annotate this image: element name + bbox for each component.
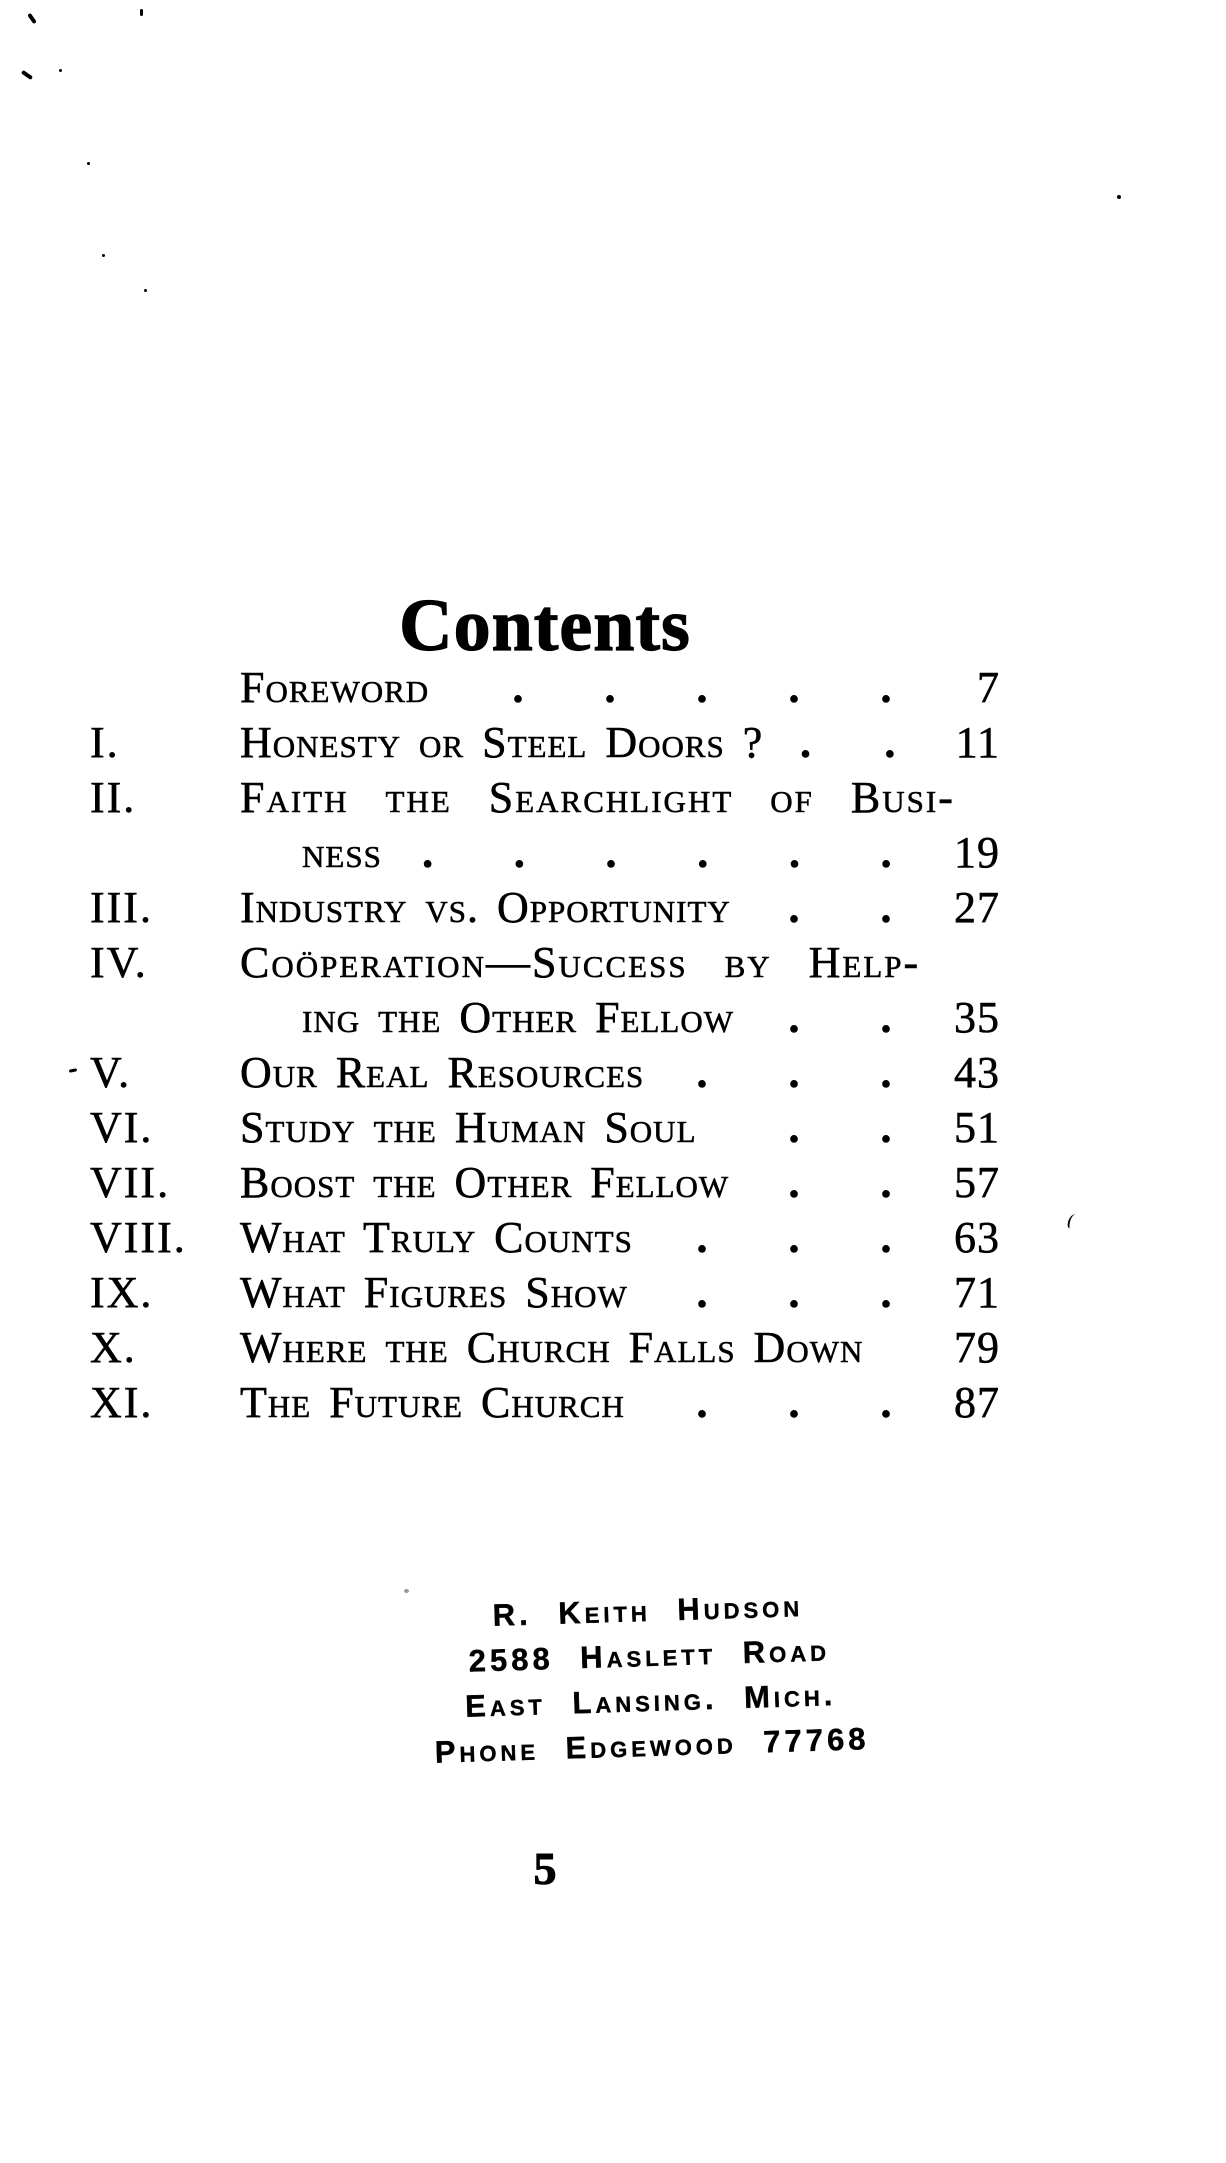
leader-dot: . [880, 828, 892, 877]
table-of-contents [90, 660, 1000, 1430]
scan-speck [69, 1068, 77, 1073]
entry-numeral: IV. [90, 938, 148, 987]
leader-dot: . [800, 718, 811, 767]
leader-dot: . [697, 828, 709, 877]
stamp-street-address: 2588 Haslett Road [468, 1632, 831, 1679]
leader-dot: . [788, 883, 800, 932]
entry-body [240, 935, 1000, 1045]
leader-dot: . [884, 718, 896, 767]
entry-numeral: VII. [90, 1158, 171, 1207]
entry-line [240, 990, 1000, 1045]
leader-dot: . [880, 1378, 892, 1427]
entry-title: Our Real Resources [240, 1048, 645, 1097]
entry-page-number: 19 [954, 828, 1000, 877]
entry-line [240, 1320, 1000, 1375]
entry-line [240, 715, 1000, 770]
leader-dots [633, 1210, 932, 1265]
scan-speck [102, 254, 105, 257]
leader-dot: . [880, 883, 892, 932]
toc-entry-6 [90, 1100, 1000, 1155]
entry-body [240, 770, 1000, 880]
toc-entry-4 [90, 935, 1000, 1045]
leader-dots [628, 1265, 932, 1320]
toc-entry-5 [90, 1045, 1000, 1100]
entry-title: Boost the Other Fellow [240, 1158, 730, 1207]
entry-title: The Future Church [240, 1378, 625, 1427]
entry-title-line2: ness [302, 828, 382, 877]
scan-speck [27, 13, 37, 24]
leader-dot: . [605, 828, 617, 877]
page-title: Contents [399, 584, 691, 667]
toc-entry-1 [90, 715, 1000, 770]
entry-title: Study the Human Soul [240, 1103, 697, 1152]
leader-dot: . [696, 1213, 708, 1262]
scan-speck [87, 162, 90, 165]
entry-numeral: VI. [90, 1103, 154, 1152]
leader-dot: . [788, 1378, 800, 1427]
entry-page-number: 87 [954, 1378, 1000, 1427]
leader-dot: . [788, 1213, 800, 1262]
entry-page-number: 63 [954, 1213, 1000, 1262]
toc-entry-10 [90, 1320, 1000, 1375]
entry-body [240, 1100, 1000, 1155]
leader-dots [697, 1100, 932, 1155]
leader-dots [625, 1375, 932, 1430]
stamp-owner-name: R. Keith Hudson [492, 1588, 804, 1633]
entry-page-number: 7 [977, 663, 1000, 712]
leader-dot: . [604, 663, 616, 712]
entry-body [240, 1045, 1000, 1100]
entry-body [240, 1320, 1000, 1375]
leader-dot: . [880, 993, 892, 1042]
entry-page-number: 27 [954, 883, 1000, 932]
leader-dot: . [788, 663, 800, 712]
leader-dot: . [788, 993, 800, 1042]
entry-body [240, 1375, 1000, 1430]
entry-line [240, 1155, 1000, 1210]
leader-dot: . [696, 1048, 708, 1097]
leader-dot: . [880, 1158, 892, 1207]
leader-dots [734, 990, 932, 1045]
leader-dots [729, 1155, 932, 1210]
entry-numeral: V. [90, 1048, 132, 1097]
leader-dot: . [788, 1268, 800, 1317]
entry-numeral: XI. [90, 1378, 154, 1427]
leader-dots [382, 825, 932, 880]
leader-dot: . [696, 1378, 708, 1427]
entry-line [240, 660, 1000, 715]
entry-line [240, 1045, 1000, 1100]
toc-entry-8 [90, 1210, 1000, 1265]
leader-dots [763, 715, 932, 770]
entry-body [240, 1155, 1000, 1210]
entry-page-number: 43 [954, 1048, 1000, 1097]
entry-body [240, 1265, 1000, 1320]
leader-dot: . [513, 828, 525, 877]
leader-dot: . [696, 1268, 708, 1317]
leader-dot: . [696, 663, 708, 712]
entry-title-line1: Coöperation—Success by Help- [240, 938, 921, 987]
entry-line [240, 770, 1000, 825]
entry-page-number: 35 [954, 993, 1000, 1042]
scan-speck [1117, 195, 1121, 199]
entry-title-line1: Faith the Searchlight of Busi- [240, 773, 955, 822]
leader-dot: . [422, 828, 434, 877]
leader-dots [644, 1045, 932, 1100]
entry-line [240, 1100, 1000, 1155]
entry-page-number: 79 [954, 1323, 1000, 1372]
toc-entry-foreword [90, 660, 1000, 715]
leader-dot: . [788, 1048, 800, 1097]
leader-dot: . [880, 1103, 892, 1152]
scan-speck [140, 9, 143, 16]
leader-dot: . [880, 1268, 892, 1317]
entry-page-number: 71 [954, 1268, 1000, 1317]
toc-entry-2 [90, 770, 1000, 880]
entry-title: What Figures Show [240, 1268, 628, 1317]
stamp-city-state: East Lansing. Mich. [464, 1677, 837, 1724]
entry-title: Industry vs. Opportunity [240, 883, 731, 932]
entry-page-number: 57 [954, 1158, 1000, 1207]
entry-line [240, 1375, 1000, 1430]
toc-entry-11 [90, 1375, 1000, 1430]
entry-numeral: VIII. [90, 1213, 187, 1262]
entry-body [240, 880, 1000, 935]
scan-speck [59, 69, 62, 72]
leader-dot: . [788, 1103, 800, 1152]
entry-line [240, 935, 1000, 990]
scan-speck [21, 70, 33, 80]
entry-title: Honesty or Steel Doors ? [240, 718, 764, 767]
entry-page-number: 11 [955, 718, 1000, 767]
entry-line [240, 1265, 1000, 1320]
stamp-phone: Phone Edgewood 77768 [434, 1721, 871, 1770]
entry-title: Foreword [240, 663, 430, 712]
scan-speck [404, 1589, 409, 1593]
entry-body [240, 660, 1000, 715]
entry-title: Where the Church Falls Down [240, 1323, 864, 1372]
entry-numeral: IX. [90, 1268, 154, 1317]
leader-dot: . [880, 663, 892, 712]
toc-entry-3 [90, 880, 1000, 935]
entry-numeral: I. [90, 718, 120, 767]
entry-numeral: II. [90, 773, 137, 822]
entry-numeral: III. [90, 883, 153, 932]
entry-line [240, 1210, 1000, 1265]
toc-entry-9 [90, 1265, 1000, 1320]
entry-line [240, 825, 1000, 880]
leader-dot: . [512, 663, 524, 712]
entry-title-line2: ing the Other Fellow [302, 993, 734, 1042]
entry-numeral: X. [90, 1323, 137, 1372]
leader-dots [731, 880, 932, 935]
ownership-stamp [365, 1579, 934, 1777]
entry-line [240, 880, 1000, 935]
entry-body [240, 715, 1000, 770]
leader-dot: . [880, 1213, 892, 1262]
folio-page-number: 5 [533, 1843, 557, 1894]
entry-body [240, 1210, 1000, 1265]
scan-speck [144, 289, 147, 292]
entry-title: What Truly Counts [240, 1213, 633, 1262]
entry-page-number: 51 [954, 1103, 1000, 1152]
scan-speck [1067, 1213, 1079, 1229]
leader-dot: . [880, 1048, 892, 1097]
leader-dot: . [788, 1158, 800, 1207]
leader-dots [429, 660, 932, 715]
toc-entry-7 [90, 1155, 1000, 1210]
leader-dot: . [788, 828, 800, 877]
